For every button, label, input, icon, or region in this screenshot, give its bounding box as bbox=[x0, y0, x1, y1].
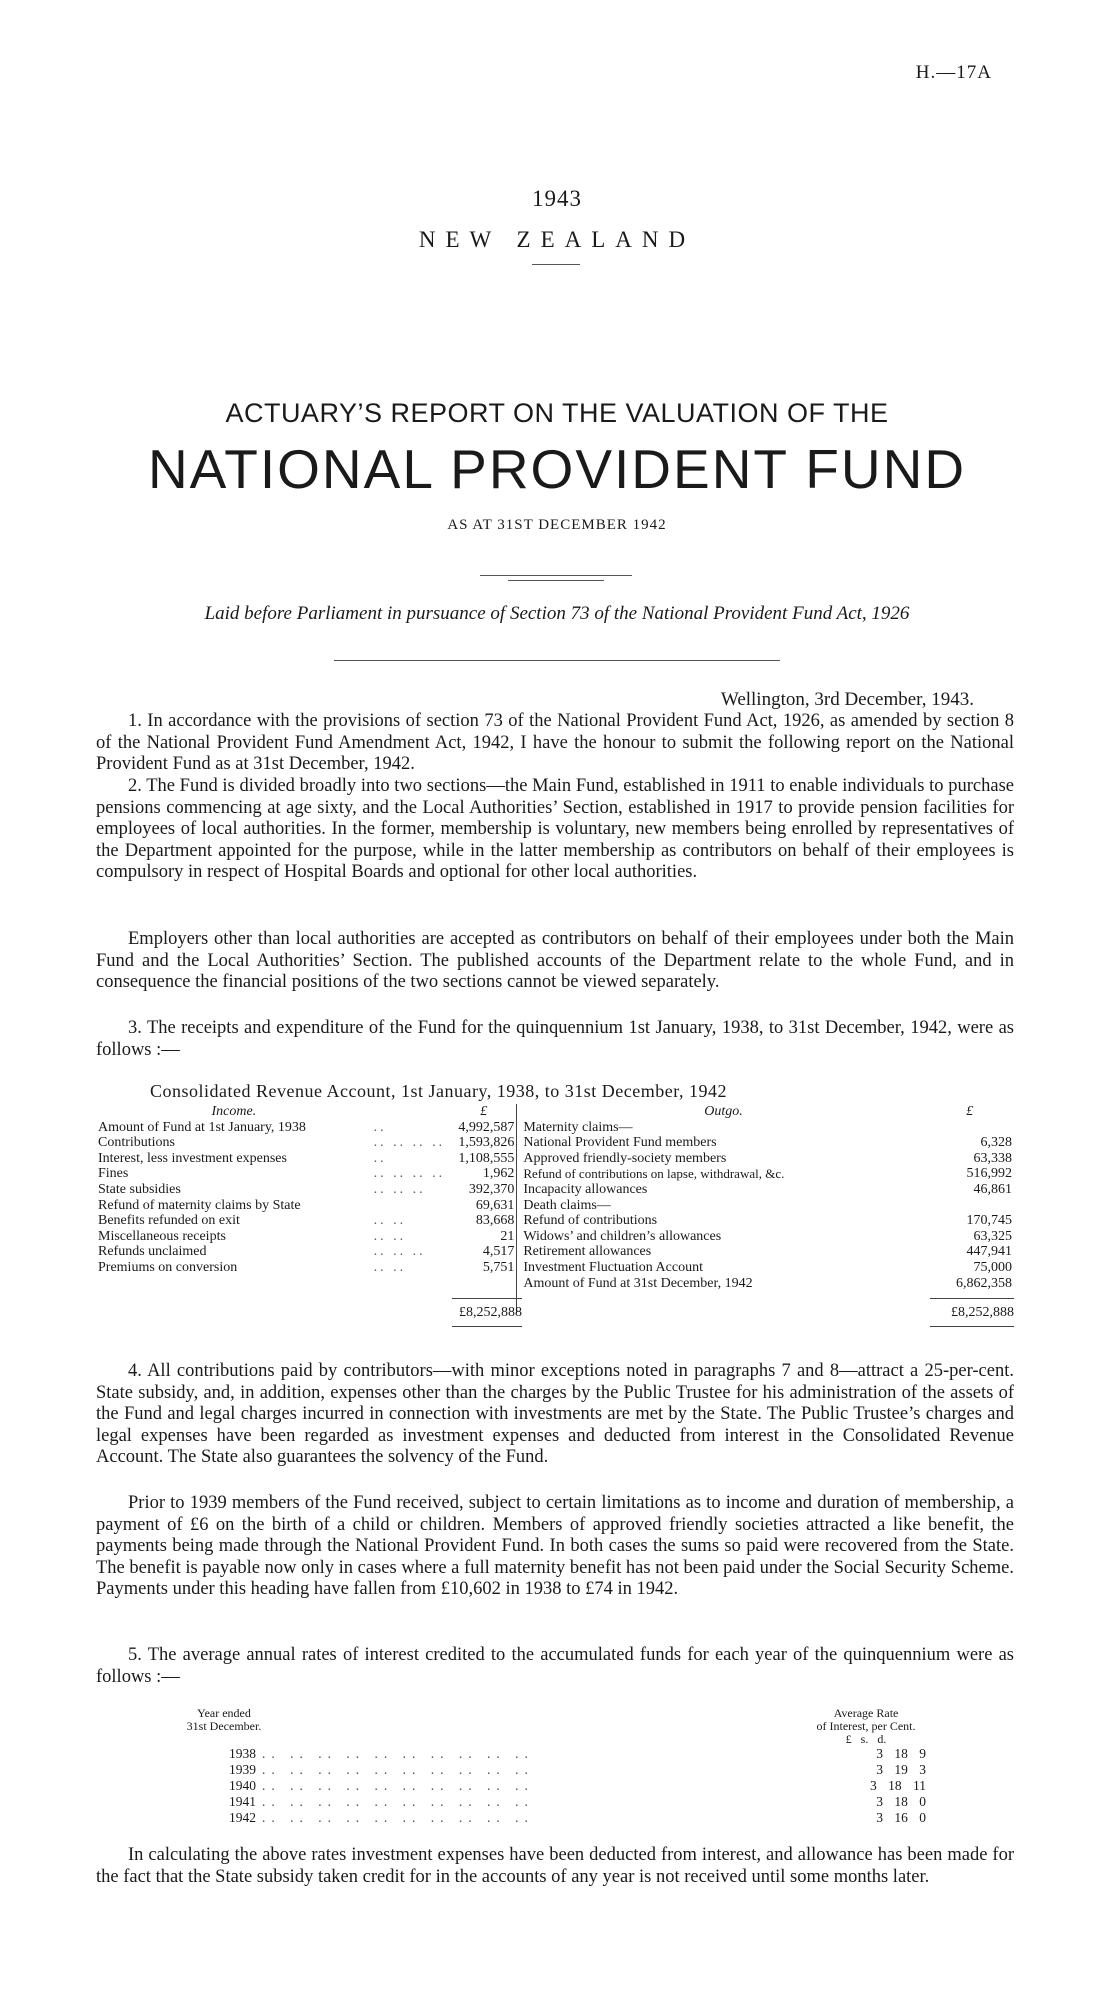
outgo-amount: 170,745 bbox=[966, 1213, 1012, 1229]
title-line-1: ACTUARY’S REPORT ON THE VALUATION OF THE bbox=[225, 398, 889, 428]
outgo-amount bbox=[926, 1198, 1014, 1214]
total-rule bbox=[930, 1326, 1014, 1327]
income-label: Premiums on conversion bbox=[98, 1259, 238, 1275]
document-reference: H.—17A bbox=[915, 62, 992, 83]
income-label: Interest, less investment expenses bbox=[98, 1150, 287, 1166]
income-label: Benefits refunded on exit bbox=[98, 1213, 240, 1229]
divider bbox=[532, 264, 580, 265]
rate-value: 3 18 9 bbox=[876, 1746, 926, 1761]
outgo-amount: 6,328 bbox=[980, 1135, 1012, 1151]
outgo-label: Investment Fluctuation Account bbox=[517, 1260, 926, 1276]
paragraph-4: 3. The receipts and expenditure of the Fund for the quinquennium 1st January, 1938, to 31st December, 1942, were as follows :— bbox=[96, 1018, 1014, 1060]
outgo-total: £8,252,888 bbox=[951, 1305, 1014, 1320]
currency-symbol: £ bbox=[966, 1104, 974, 1119]
income-total: £8,252,888 bbox=[459, 1305, 522, 1320]
income-amount: 5,751 bbox=[482, 1259, 515, 1275]
year-heading: Year ended bbox=[197, 1706, 251, 1720]
outgo-amount: 447,941 bbox=[966, 1244, 1012, 1260]
revenue-account-table: Income. £ Outgo. £ Amount of Fund at 1st January, 1938 .. 4,992,587 Maternity claims— Contributions .. .. .. .. 1,593,826 National Provident Fund members 6,328 Interest, less investment expenses .. 1,108,555 Approved friendly-society members 63,338 Fines .. .. .. .. 1,962 Refund of contributions on lapse, withdrawal, &c. 516,992 State subsidies .. .. .. 392,370 Incapacity allowances 46,861 Refund of maternity claims by State 69,631 Death claims— Benefits refunded on exit .. .. 83,668 Refund of contributions 170,745 Miscellaneous receipts .. .. 21 Widows’ and children’s allowances 63,325 Refunds unclaimed .. .. .. 4,517 Retirement allowances 447,941 Premiums on conversion .. .. 5,751 Investment Fluctuation Account 75,000 Amount of Fund at 31st December, 1942 6,862,358 bbox=[96, 1104, 1014, 1313]
rate-value: 3 19 3 bbox=[876, 1762, 926, 1777]
outgo-amount: 75,000 bbox=[973, 1259, 1012, 1275]
paragraph-3: Employers other than local authorities are accepted as contributors on behalf of their employees under both the Main Fund and the Local Authorities’ Section. The published accounts of the Department relate to the whole Fund, and in consequence the financial positions of the two sections cannot be viewed separately. bbox=[96, 929, 1014, 992]
paragraph-1: 1. In accordance with the provisions of section 73 of the National Provident Fund Act, 1926, as amended by section 8 of the National Provident Fund Amendment Act, 1942, I have the honour to submit the following report on the National Provident Fund as at 31st December, 1942. bbox=[96, 711, 1014, 774]
outgo-label: Refund of contributions on lapse, withdrawal, &c. bbox=[517, 1166, 926, 1182]
rate-value: 3 16 0 bbox=[876, 1810, 926, 1825]
income-amount: 4,992,587 bbox=[458, 1119, 515, 1135]
country-heading: NEW ZEALAND bbox=[418, 227, 696, 252]
outgo-label: Amount of Fund at 31st December, 1942 bbox=[517, 1276, 926, 1292]
outgo-amount: 516,992 bbox=[966, 1166, 1012, 1182]
outgo-label: Death claims— bbox=[517, 1198, 926, 1214]
income-label: State subsidies bbox=[98, 1181, 181, 1197]
interest-rates-table: Year ended Average Rate 31st December. of Interest, per Cent. £ s. d. 1938 .. .. .. .. .. .. .. .. .. .. 3 18 9 1939 .. .. .. .. .. .. .. .. .. .. 3 19 3 1940 .. .. .. .. .. .. .. .. .. .. 3 18 11 1941 .. .. .. .. .. .. .. .. .. .. 3 18 0 1942 .. .. .. .. .. .. .. .. .. .. 3 16 0 bbox=[186, 1706, 926, 1825]
rate-value: 3 18 11 bbox=[870, 1778, 926, 1793]
outgo-amount: 63,338 bbox=[973, 1150, 1012, 1166]
outgo-amount: 6,862,358 bbox=[956, 1275, 1012, 1291]
paragraph-5: 4. All contributions paid by contributors—with minor exceptions noted in paragraphs 7 and 8—attract a 25-per-cent. State subsidy, and, in addition, expenses other than the charges by the Public Trustee for his administration of the assets of the Fund and legal charges incurred in connection with investments are met by the State. The Public Trustee’s charges and legal expenses have been regarded as investment expenses and deducted from interest in the Consolidated Revenue Account. The State also guarantees the solvency of the Fund. bbox=[96, 1361, 1014, 1467]
rate-year: 1942 bbox=[229, 1810, 256, 1825]
rate-heading: of Interest, per Cent. bbox=[816, 1719, 916, 1733]
income-label: Refund of maternity claims by State bbox=[98, 1197, 301, 1213]
income-amount: 392,370 bbox=[468, 1181, 515, 1197]
divider bbox=[508, 580, 604, 581]
income-heading: Income. bbox=[211, 1104, 257, 1119]
outgo-label: Maternity claims— bbox=[517, 1120, 926, 1136]
title-line-2: NATIONAL PROVIDENT FUND bbox=[147, 438, 967, 500]
outgo-label: Refund of contributions bbox=[517, 1213, 926, 1229]
dateline: Wellington, 3rd December, 1943. bbox=[720, 689, 974, 710]
income-amount: 21 bbox=[500, 1228, 515, 1244]
income-label: Miscellaneous receipts bbox=[98, 1228, 226, 1244]
income-amount: 69,631 bbox=[475, 1197, 515, 1213]
paragraph-8: In calculating the above rates investment expenses have been deducted from interest, and allowance has been made for the fact that the State subsidy taken credit for in the accounts of any year is not received until some months later. bbox=[96, 1845, 1014, 1887]
income-amount: 1,108,555 bbox=[458, 1150, 515, 1166]
divider bbox=[334, 660, 780, 661]
document-year: 1943 bbox=[532, 186, 582, 211]
outgo-amount: 46,861 bbox=[973, 1181, 1012, 1197]
account-title: Consolidated Revenue Account, 1st January, 1938, to 31st December, 1942 bbox=[150, 1081, 728, 1101]
income-amount: 4,517 bbox=[482, 1244, 515, 1260]
outgo-label: National Provident Fund members bbox=[517, 1135, 926, 1151]
outgo-heading: Outgo. bbox=[517, 1104, 926, 1120]
divider bbox=[480, 575, 632, 576]
income-label: Refunds unclaimed bbox=[98, 1244, 207, 1260]
outgo-label: Widows’ and children’s allowances bbox=[517, 1229, 926, 1245]
year-heading: 31st December. bbox=[186, 1719, 262, 1733]
currency-symbol: £ bbox=[480, 1104, 488, 1119]
paragraph-2: 2. The Fund is divided broadly into two sections—the Main Fund, established in 1911 to enable individuals to purchase pensions commencing at age sixty, and the Local Authorities’ Section, established in 1917 to provide pension facilities for employees of local authorities. In the former, membership is voluntary, new members being enrolled by representatives of the Department appointed for the purpose, while in the latter membership as contributors on behalf of their employees is compulsory in respect of Hospital Boards and optional for other local authorities. bbox=[96, 776, 1014, 882]
paragraph-7: 5. The average annual rates of interest credited to the accumulated funds for each year of the quinquennium were as follows :— bbox=[96, 1645, 1014, 1687]
rate-year: 1939 bbox=[229, 1762, 256, 1777]
income-amount: 83,668 bbox=[475, 1213, 515, 1229]
income-label: Amount of Fund at 1st January, 1938 bbox=[98, 1119, 306, 1135]
rate-year: 1940 bbox=[229, 1778, 256, 1793]
rate-value: 3 18 0 bbox=[876, 1794, 926, 1809]
as-at-date: AS AT 31ST DECEMBER 1942 bbox=[447, 517, 667, 533]
outgo-label: Approved friendly-society members bbox=[517, 1151, 926, 1167]
rate-year: 1938 bbox=[229, 1746, 256, 1761]
rate-heading: Average Rate bbox=[833, 1706, 899, 1720]
laid-before-note: Laid before Parliament in pursuance of Section 73 of the National Provident Fund Act, 1926 bbox=[204, 603, 910, 624]
income-amount: 1,593,826 bbox=[458, 1135, 515, 1151]
income-amount: 1,962 bbox=[482, 1166, 515, 1182]
total-rule bbox=[452, 1298, 522, 1299]
outgo-amount: 63,325 bbox=[973, 1228, 1012, 1244]
income-label: Contributions bbox=[98, 1135, 176, 1151]
rate-year: 1941 bbox=[229, 1794, 256, 1809]
outgo-label: Incapacity allowances bbox=[517, 1182, 926, 1198]
paragraph-6: Prior to 1939 members of the Fund received, subject to certain limitations as to income and duration of membership, a payment of £6 on the birth of a child or children. Members of approved friendly societies attracted a like benefit, the payments being made through the National Provident Fund. In both cases the sums so paid were recovered from the State. The benefit is payable now only in cases where a full maternity benefit has not been paid under the Social Security Scheme. Payments under this heading have fallen from £10,602 in 1938 to £74 in 1942. bbox=[96, 1493, 1014, 1599]
outgo-amount bbox=[926, 1120, 1014, 1136]
rate-units: £ s. d. bbox=[845, 1732, 887, 1746]
income-label: Fines bbox=[98, 1166, 129, 1182]
outgo-label: Retirement allowances bbox=[517, 1244, 926, 1260]
total-rule bbox=[452, 1326, 522, 1327]
total-rule bbox=[930, 1298, 1014, 1299]
